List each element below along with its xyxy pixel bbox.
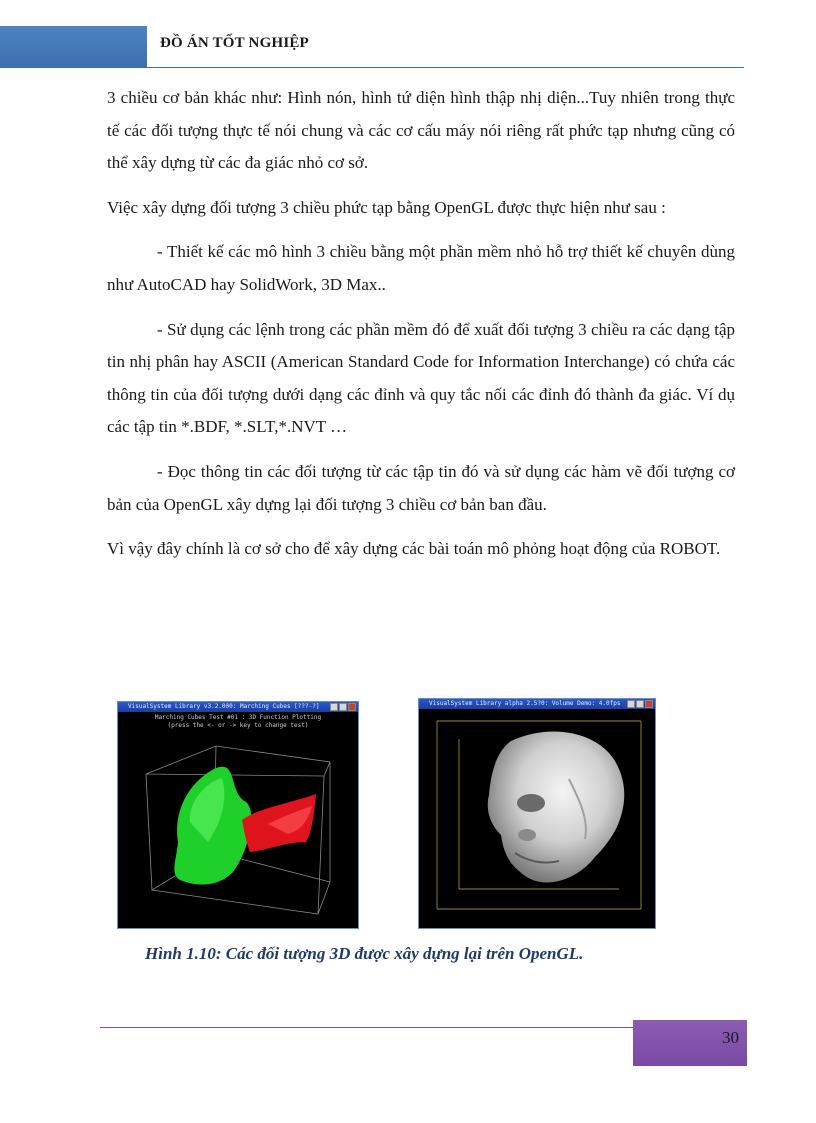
nose-shadow xyxy=(518,829,536,841)
body-text xyxy=(107,82,735,566)
paragraph-6: Vì vậy đây chính là cơ sở cho để xây dựng các bài toán mô phỏng hoạt động của ROBOT. xyxy=(107,539,721,559)
paragraph-4: - Sử dụng các lệnh trong các phần mềm đó để xuất đối tượng 3 chiều ra các dạng tập tin nhị phân hay ASCII (American Standard Code for Information Interchange) có chứa các thông tin của đối tượng dưới dạng các đỉnh và quy tắc nối các đỉnh đó thành đa giác. Ví dụ các tập tin *.BDF, *.SLT,*.NVT … xyxy=(107,319,735,437)
footer-rule xyxy=(100,1027,645,1028)
paragraph-5: - Đọc thông tin các đối tượng từ các tập tin đó và sử dụng các hàm vẽ đối tượng cơ bản của OpenGL xây dựng lại đối tượng 3 chiều cơ bản ban đầu. xyxy=(107,461,735,514)
eye-socket xyxy=(517,794,545,812)
left-overlay-text: Marching Cubes Test #01 : 3D Function Plotting (press the <- or -> key to change test) xyxy=(154,714,322,729)
right-window-title: VisualSystem Library alpha 2.5?0: Volume Demo: 4.0fps xyxy=(429,700,621,707)
figure-marching-cubes xyxy=(117,701,359,929)
header-rule xyxy=(147,67,744,68)
paragraph-3: - Thiết kế các mô hình 3 chiều bằng một phần mềm nhỏ hỗ trợ thiết kế chuyên dùng như AutoCAD hay SolidWork, 3D Max.. xyxy=(107,242,735,294)
figure-caption: Hình 1.10: Các đối tượng 3D được xây dựng lại trên OpenGL. xyxy=(145,944,584,963)
paragraph-2: Việc xây dựng đối tượng 3 chiều phức tạp bằng OpenGL được thực hiện như sau : xyxy=(107,197,666,217)
header-accent-block xyxy=(0,26,147,68)
header-title: ĐỒ ÁN TỐT NGHIỆP xyxy=(160,35,309,51)
figure-volume-render xyxy=(418,698,656,929)
page-number-block xyxy=(633,1020,747,1066)
paragraph-1: 3 chiều cơ bản khác như: Hình nón, hình tứ diện hình thập nhị diện...Tuy nhiên trong thực tế các đối tượng thực tế nói chung và các cơ cấu máy nói riêng rất phức tạp nhưng cũng có thể xây dựng từ các đa giác nhỏ cơ sở. xyxy=(107,88,735,173)
skull-shape xyxy=(488,731,625,882)
left-window-title: VisualSystem Library v3.2.000: Marching Cubes [???-?] xyxy=(128,703,320,710)
volume-render xyxy=(419,699,656,929)
marching-cubes-render xyxy=(118,702,359,929)
page-number: 30 xyxy=(722,1028,739,1047)
